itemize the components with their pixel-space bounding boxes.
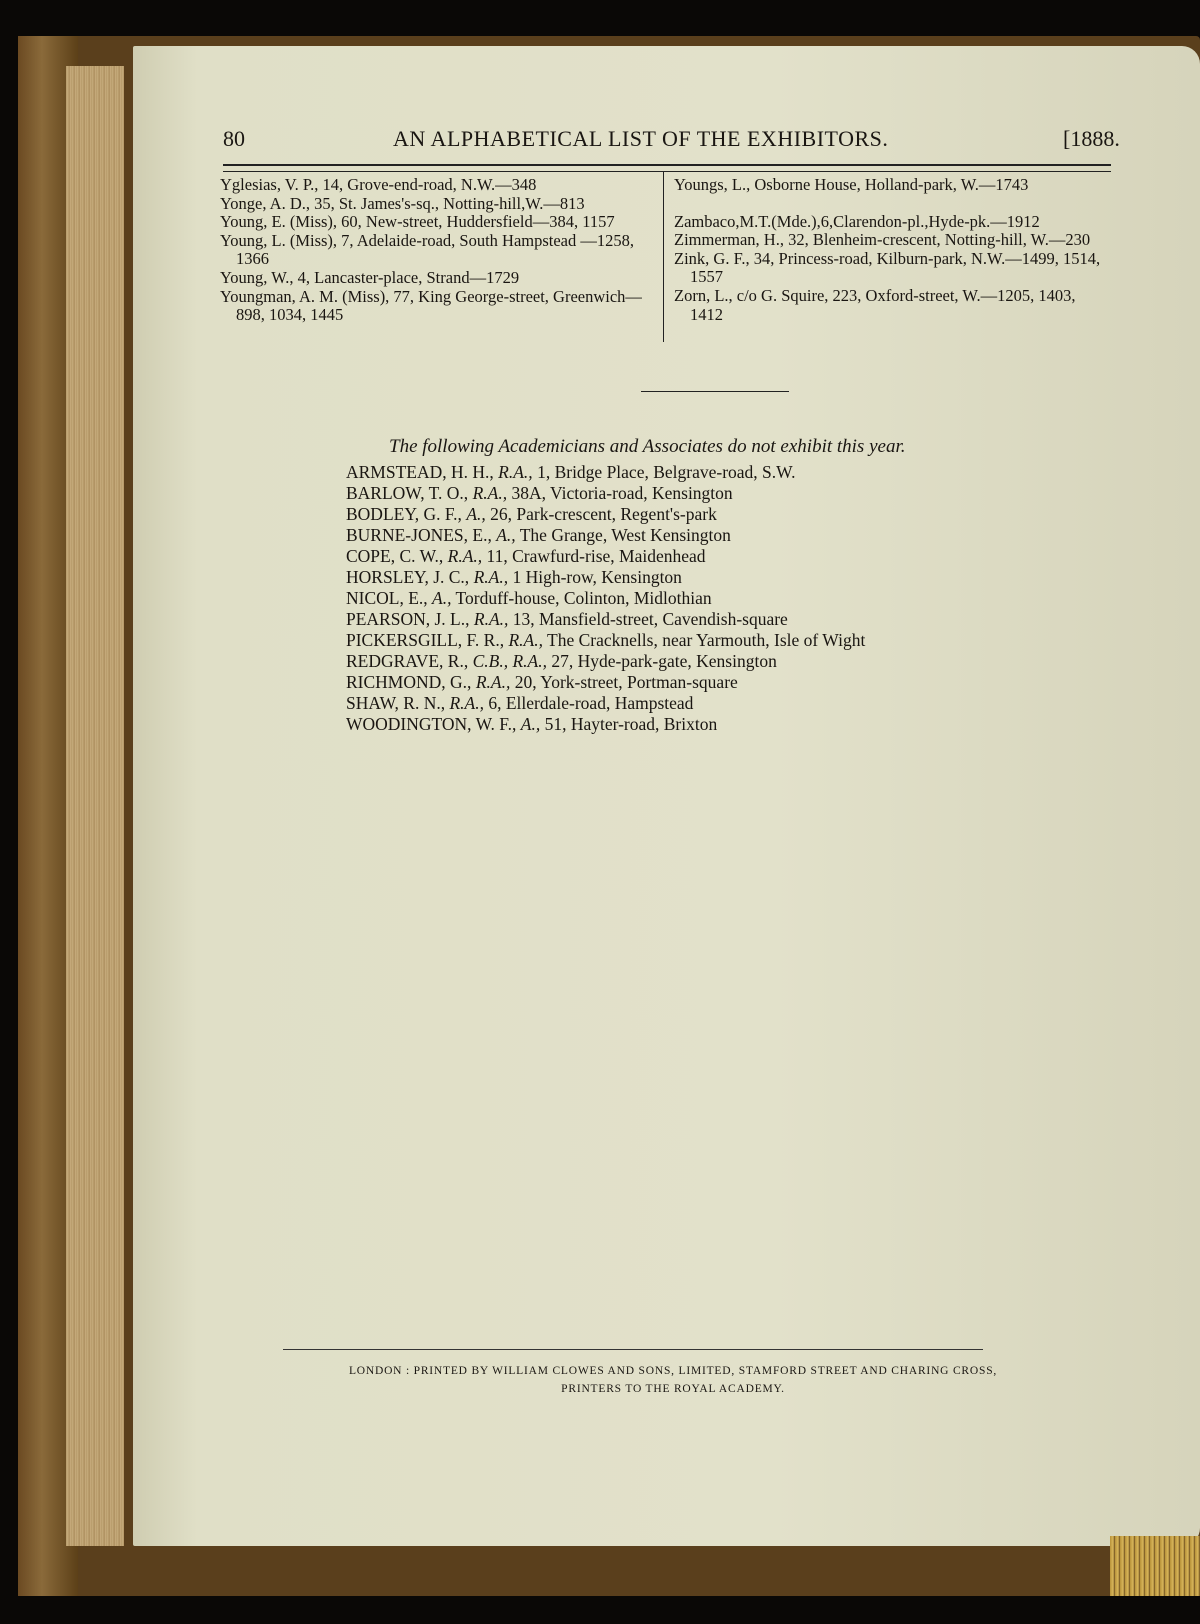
page-title: AN ALPHABETICAL LIST OF THE EXHIBITORS. [393, 126, 889, 151]
academician-address: 6, Ellerdale-road, Hampstead [488, 693, 694, 713]
header-rule [223, 164, 1111, 172]
academician-row [346, 462, 865, 483]
academician-rank: R.A., [475, 672, 511, 692]
academician-rank: A., [432, 588, 452, 608]
academician-rank: R.A., [472, 483, 508, 503]
academician-rank: A., [520, 714, 541, 734]
section-rule [641, 391, 789, 392]
list-item: Zink, G. F., 34, Princess-road, Kilburn-park, N.W.—1499, 1514, 1557 [674, 248, 1101, 287]
footer-rule [283, 1349, 983, 1350]
book [18, 36, 1200, 1596]
academician-address: 38A, Victoria-road, Kensington [511, 483, 733, 503]
academician-name: NICOL, E., [346, 588, 428, 608]
list-item: Young, W., 4, Lancaster-place, Strand—1729 [220, 267, 520, 287]
academician-row [346, 651, 865, 672]
academician-row [346, 525, 865, 546]
academician-rank: R.A., [449, 693, 484, 713]
academician-row [346, 567, 865, 588]
academician-name: PICKERSGILL, F. R., [346, 630, 505, 650]
imprint-line-2: PRINTERS TO THE ROYAL ACADEMY. [561, 1383, 785, 1395]
printer-imprint [283, 1362, 1063, 1398]
academician-name: COPE, C. W., [346, 546, 444, 566]
left-column [220, 176, 650, 325]
gilt-edge [1110, 1536, 1200, 1596]
academician-address: 27, Hyde-park-gate, Kensington [551, 651, 777, 671]
academician-address: 11, Crawfurd-rise, Maidenhead [486, 546, 706, 566]
academician-address: 13, Mansfield-street, Cavendish-square [512, 609, 788, 629]
academician-address: The Cracknells, near Yarmouth, Isle of Wight [547, 630, 866, 650]
academician-rank: R.A., [473, 609, 509, 629]
list-item: Youngs, L., Osborne House, Holland-park, W.—1743 [674, 175, 1029, 194]
academician-name: PEARSON, J. L., [346, 609, 470, 629]
academician-name: BARLOW, T. O., [346, 483, 469, 503]
academician-address: 26, Park-crescent, Regent's-park [490, 504, 717, 524]
academician-rank: A., [466, 504, 486, 524]
academician-rank: R.A., [508, 630, 543, 650]
academician-name: WOODINGTON, W. F., [346, 714, 517, 734]
academician-name: REDGRAVE, R., [346, 651, 469, 671]
list-item: Zambaco,M.T.(Mde.),6,Clarendon-pl.,Hyde-pk.—1912 [674, 211, 1040, 231]
imprint-line-1: LONDON : PRINTED BY WILLIAM CLOWES AND SONS, LIMITED, STAMFORD STREET AND CHARING CROSS, [348, 1365, 998, 1377]
list-item: Yonge, A. D., 35, St. James's-sq., Notting-hill,W.—813 [220, 193, 585, 213]
academician-rank: R.A., [447, 546, 483, 566]
list-item: Young, E. (Miss), 60, New-street, Huddersfield—384, 1157 [220, 212, 615, 232]
academician-row [346, 609, 865, 630]
list-item: Youngman, A. M. (Miss), 77, King George-street, Greenwich—898, 1034, 1445 [220, 286, 642, 325]
academician-row [346, 714, 865, 735]
academician-row [346, 546, 865, 567]
academician-row [346, 693, 865, 714]
academician-rank: C.B., R.A., [472, 651, 547, 671]
academician-list [346, 462, 865, 735]
academician-address: The Grange, West Kensington [519, 525, 731, 545]
list-item: Zimmerman, H., 32, Blenheim-crescent, Notting-hill, W.—230 [674, 230, 1091, 250]
academician-name: ARMSTEAD, H. H., [346, 462, 494, 482]
academician-address: 20, York-street, Portman-square [514, 672, 738, 692]
academician-rank: A., [496, 525, 516, 545]
academician-name: HORSLEY, J. C., [346, 567, 470, 587]
academician-address: 1 High-row, Kensington [512, 567, 682, 587]
academician-row [346, 630, 865, 651]
page-header [133, 126, 1200, 166]
page-number: 80 [223, 126, 245, 151]
right-column [674, 176, 1109, 324]
list-item: Zorn, L., c/o G. Squire, 223, Oxford-street, W.—1205, 1403, 1412 [674, 285, 1076, 324]
academician-name: BURNE-JONES, E., [346, 525, 492, 545]
page-edges [66, 66, 124, 1546]
list-item: Young, L. (Miss), 7, Adelaide-road, South Hampstead —1258, 1366 [220, 230, 634, 269]
page-year: [1888. [1063, 126, 1120, 151]
academician-row [346, 504, 865, 525]
academician-name: RICHMOND, G., [346, 672, 472, 692]
academician-address: 1, Bridge Place, Belgrave-road, S.W. [537, 462, 796, 482]
academician-row [346, 672, 865, 693]
academician-address: Torduff-house, Colinton, Midlothian [455, 588, 712, 608]
page [133, 46, 1200, 1546]
academician-row [346, 588, 865, 609]
academician-address: 51, Hayter-road, Brixton [544, 714, 718, 734]
column-divider [663, 172, 664, 342]
section-heading: The following Academicians and Associates do not exhibit this year. [389, 436, 906, 457]
academician-rank: R.A., [498, 462, 533, 482]
academician-rank: R.A., [473, 567, 509, 587]
academician-name: SHAW, R. N., [346, 693, 446, 713]
academician-row [346, 483, 865, 504]
list-item: Yglesias, V. P., 14, Grove-end-road, N.W.—348 [220, 175, 537, 194]
academician-name: BODLEY, G. F., [346, 504, 462, 524]
